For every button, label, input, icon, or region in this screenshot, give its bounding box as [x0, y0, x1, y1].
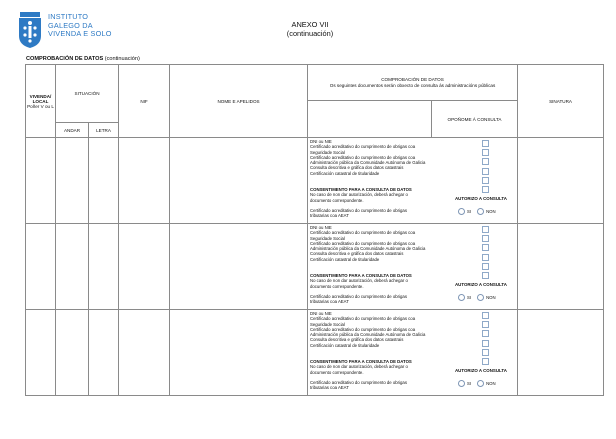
aeat-item — [310, 208, 450, 219]
andar-cell[interactable] — [56, 224, 89, 310]
igvs-logo — [18, 12, 128, 52]
authorize-radios — [458, 208, 502, 215]
oppose-checkboxes — [482, 140, 490, 195]
signature-cell[interactable] — [518, 224, 604, 310]
vivenda-cell[interactable] — [26, 138, 56, 224]
radio-non[interactable] — [477, 380, 484, 387]
document-item: Administración pública da Comunidade Autónoma de Galicia — [310, 246, 426, 252]
oppose-checkbox[interactable] — [482, 158, 489, 165]
document-item: Consulta descritiva e gráfica dos datos catastrais — [310, 251, 404, 257]
radio-non-label: NON — [486, 381, 496, 386]
document-list — [310, 311, 456, 348]
document-item: Seguridade Social — [310, 149, 345, 155]
table-row — [26, 138, 604, 224]
col-nome: NOME E APELIDOS — [170, 65, 308, 138]
authorize-label: AUTORIZO A CONSULTA — [455, 368, 507, 373]
consent-text-1: No caso de non dar autorización, deberá achegar o — [310, 192, 408, 198]
radio-si[interactable] — [458, 294, 465, 301]
annex-title: ANEXO VII — [291, 20, 329, 29]
nome-cell[interactable] — [170, 310, 308, 396]
radio-si-label: SI — [467, 209, 472, 214]
consent-block — [310, 273, 450, 289]
radio-si[interactable] — [458, 380, 465, 387]
oppose-checkbox[interactable] — [482, 254, 489, 261]
comprobacion-docs-header — [308, 101, 432, 138]
aeat-item — [310, 294, 450, 305]
oppose-checkbox[interactable] — [482, 168, 489, 175]
oppose-checkbox[interactable] — [482, 235, 489, 242]
oppose-checkbox[interactable] — [482, 312, 489, 319]
document-item: Certificación catastral de titularidade — [310, 256, 380, 262]
letra-cell[interactable] — [89, 224, 119, 310]
col-andar: ANDAR — [56, 123, 89, 138]
galicia-coat-of-arms-icon — [18, 12, 44, 48]
consent-text-2: documento correspondente. — [310, 283, 364, 289]
document-item: DNI ou NIE — [310, 139, 332, 144]
andar-cell[interactable] — [56, 138, 89, 224]
document-item: Certificado acreditativo do cumprimento de obrigas coa — [310, 326, 416, 332]
nome-cell[interactable] — [170, 224, 308, 310]
authorize-label: AUTORIZO A CONSULTA — [455, 196, 507, 201]
document-item: Certificado acreditativo do cumprimento de obrigas coa — [310, 230, 416, 236]
oppose-checkbox[interactable] — [482, 186, 489, 193]
oppose-checkbox[interactable] — [482, 349, 489, 356]
rows-table — [25, 137, 604, 396]
oppose-checkbox[interactable] — [482, 140, 489, 147]
letra-cell[interactable] — [89, 138, 119, 224]
oppose-checkbox[interactable] — [482, 358, 489, 365]
logo-text: INSTITUTO GALEGO DA VIVENDA E SOLO — [48, 12, 112, 39]
document-item: Administración pública da Comunidade Autónoma de Galicia — [310, 160, 426, 166]
document-item: DNI ou NIE — [310, 311, 332, 316]
col-comprobacion: COMPROBACIÓN DE DATOS Os seguintes documentos serán obxecto de consulta ás administracións públicas — [308, 65, 518, 101]
aeat-1: Certificado acreditativo do cumprimento de obrigas — [310, 208, 407, 213]
document-item: DNI ou NIE — [310, 225, 332, 230]
oppose-checkbox[interactable] — [482, 263, 489, 270]
radio-non[interactable] — [477, 294, 484, 301]
radio-si-label: SI — [467, 381, 472, 386]
andar-cell[interactable] — [56, 310, 89, 396]
radio-non-label: NON — [486, 209, 496, 214]
oppose-checkbox[interactable] — [482, 272, 489, 279]
col-sinatura: SINATURA — [518, 65, 604, 138]
consent-text-2: documento correspondente. — [310, 369, 364, 375]
signature-cell[interactable] — [518, 138, 604, 224]
aeat-item — [310, 380, 450, 391]
document-item: Consulta descritiva e gráfica dos datos catastrais — [310, 165, 404, 171]
letra-cell[interactable] — [89, 310, 119, 396]
oppose-checkbox[interactable] — [482, 330, 489, 337]
radio-si[interactable] — [458, 208, 465, 215]
aeat-1: Certificado acreditativo do cumprimento de obrigas — [310, 294, 407, 299]
document-item: Certificación catastral de titularidade — [310, 342, 380, 348]
section-title: COMPROBACIÓN DE DATOS (continuación) — [26, 56, 140, 62]
oppose-checkboxes — [482, 312, 490, 367]
document-item: Certificado acreditativo do cumprimento de obrigas coa — [310, 240, 416, 246]
nif-cell[interactable] — [119, 310, 170, 396]
document-item: Seguridade Social — [310, 235, 345, 241]
col-letra: LETRA — [89, 123, 119, 138]
consent-block — [310, 187, 450, 203]
oppose-checkbox[interactable] — [482, 340, 489, 347]
annex-continuation: (continuación) — [286, 29, 334, 38]
authorize-radios — [458, 294, 502, 301]
document-item: Certificación catastral de titularidade — [310, 170, 380, 176]
vivenda-cell[interactable] — [26, 224, 56, 310]
document-item: Administración pública da Comunidade Autónoma de Galicia — [310, 332, 426, 338]
document-item: Certificado acreditativo do cumprimento de obrigas coa — [310, 316, 416, 322]
oppose-checkbox[interactable] — [482, 321, 489, 328]
comprobacion-cell — [308, 224, 518, 310]
radio-si-label: SI — [467, 295, 472, 300]
table-row — [26, 224, 604, 310]
consent-title: CONSENTIMENTO PARA A CONSULTA DE DATOS — [310, 359, 412, 364]
consent-block — [310, 359, 450, 375]
document-item: Certificado acreditativo do cumprimento de obrigas coa — [310, 154, 416, 160]
annex-heading — [230, 20, 390, 38]
aeat-2: tributarias coa AEAT — [310, 299, 349, 305]
data-check-table — [25, 64, 604, 138]
comprobacion-cell — [308, 138, 518, 224]
vivenda-cell[interactable] — [26, 310, 56, 396]
col-vivenda: VIVENDA/ LOCAL Poñer V ou L — [26, 65, 56, 138]
document-item: Certificado acreditativo do cumprimento de obrigas coa — [310, 144, 416, 150]
authorize-radios — [458, 380, 502, 387]
aeat-1: Certificado acreditativo do cumprimento de obrigas — [310, 380, 407, 385]
col-situacion: SITUACIÓN — [56, 65, 119, 123]
table-row — [26, 310, 604, 396]
signature-cell[interactable] — [518, 310, 604, 396]
radio-non-label: NON — [486, 295, 496, 300]
comprobacion-cell — [308, 310, 518, 396]
aeat-2: tributarias coa AEAT — [310, 213, 349, 219]
nome-cell[interactable] — [170, 138, 308, 224]
nif-cell[interactable] — [119, 138, 170, 224]
oppose-checkboxes — [482, 226, 490, 281]
nif-cell[interactable] — [119, 224, 170, 310]
document-list — [310, 139, 456, 176]
radio-non[interactable] — [477, 208, 484, 215]
aeat-2: tributarias coa AEAT — [310, 385, 349, 391]
oppose-checkbox[interactable] — [482, 149, 489, 156]
oppose-checkbox[interactable] — [482, 177, 489, 184]
oppose-checkbox[interactable] — [482, 226, 489, 233]
document-item: Consulta descritiva e gráfica dos datos catastrais — [310, 337, 404, 343]
consent-text-2: documento correspondente. — [310, 197, 364, 203]
consent-text-1: No caso de non dar autorización, deberá achegar o — [310, 364, 408, 370]
col-nif: NIF — [119, 65, 170, 138]
consent-title: CONSENTIMENTO PARA A CONSULTA DE DATOS — [310, 187, 412, 192]
consent-title: CONSENTIMENTO PARA A CONSULTA DE DATOS — [310, 273, 412, 278]
document-item: Seguridade Social — [310, 321, 345, 327]
col-oponome: OPOÑOME Á CONSULTA — [432, 101, 518, 138]
consent-text-1: No caso de non dar autorización, deberá achegar o — [310, 278, 408, 284]
document-list — [310, 225, 456, 262]
oppose-checkbox[interactable] — [482, 244, 489, 251]
authorize-label: AUTORIZO A CONSULTA — [455, 282, 507, 287]
